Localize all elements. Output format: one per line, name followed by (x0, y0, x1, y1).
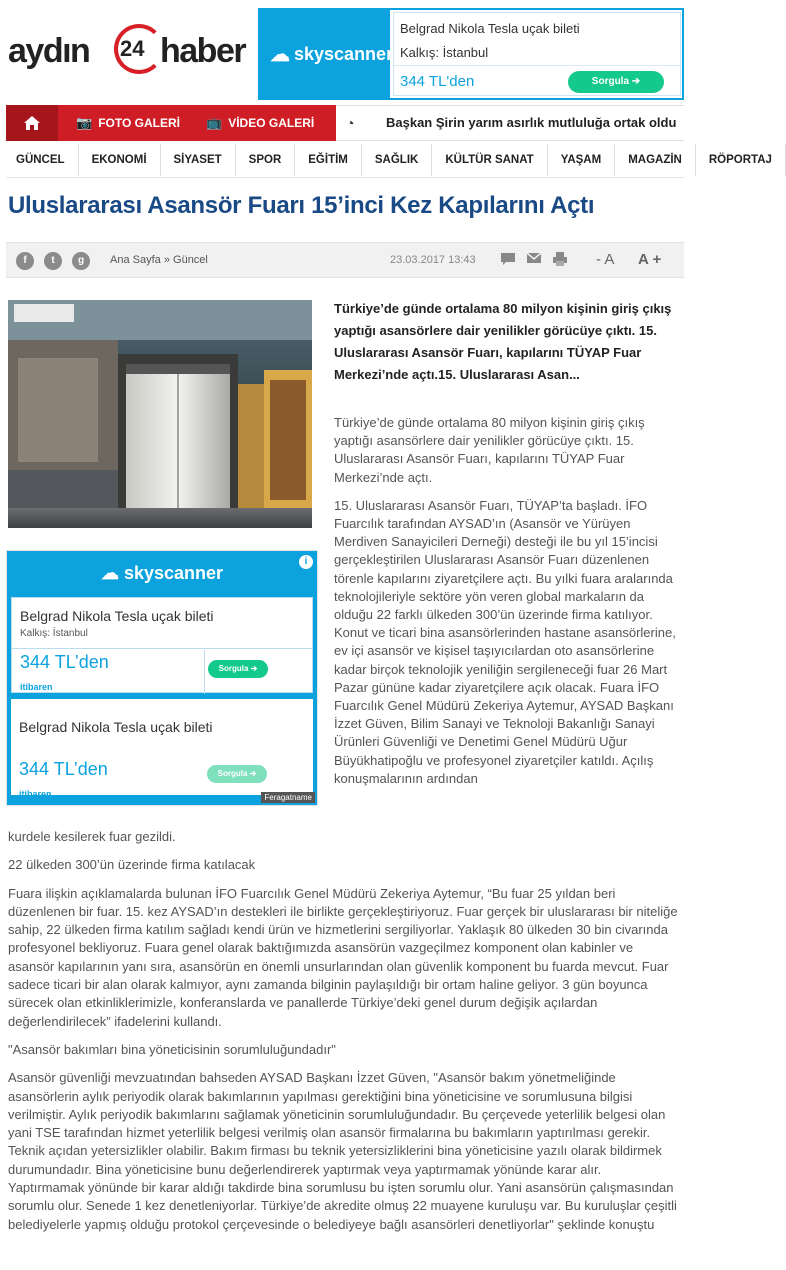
tv-icon: 📺 (206, 115, 223, 130)
paragraph: 15. Uluslararası Asansör Fuarı, TÜYAP’ta başladı. İFO Fuarcılık tarafından AYSAD’ın (Asansör ve Yürüyen Merdiven Sanayicileri Derneği) desteği ile bu yıl 15’incisi gerçekleştirilen Uluslararası Asansör Fuarı düzenlenen törenle kapılarını ziyaretçilere açtı. Bu yılki fuara aralarında teknolojileriyle sektöre yön veren global markaların da olduğu 22 farklı ülkeden 300’ün üzerinde firma katılıyor. Konut ve ticari bina asansörlerinden hastane asansörlerine, ev içi asansör ve kişisel taşıyıcılardan oto asansörlerine kadar birçok teknolojik yeniliğin sergileneceği fuar 26 Mart Pazar gününe kadar ziyaretçilere açık olacak. Fuara İFO Fuarcılık Genel Müdürü Zekeriya Aytemur, AYSAD Başkanı İzzet Güven, Bilim Sanayi ve Teknoloji Bakanlığı Sanayi Ürünleri Güvenliği ve Denetimi Genel Müdürü Uğur Büyükhatipoğlu ve profesyonel ziyaretçiler katıldı. Açılış konuşmalarının ardından (334, 497, 676, 786)
ad-divider (394, 65, 680, 66)
font-increase-button[interactable]: A + (638, 251, 662, 268)
article-image (8, 300, 312, 528)
nav-video-gallery[interactable] (206, 105, 314, 141)
google-plus-icon[interactable]: g (72, 252, 90, 270)
top-banner-ad[interactable] (258, 8, 684, 100)
breadcrumb-category[interactable]: Güncel (173, 254, 208, 266)
cloud-icon: ☁ (100, 563, 119, 583)
article-date: 23.03.2017 13:43 (390, 254, 476, 266)
article-toolbar (6, 242, 684, 278)
category-magazin[interactable]: MAGAZİN (615, 144, 696, 176)
paragraph: Asansör güvenliği mevzuatından bahseden AYSAD Başkanı İzzet Güven, "Asansör bakım yönetmeliğinde asansörlerin aylık periyodik olarak bakımlarının yapılması gerektiğini bina yöneticisine ve sorumlusuna bilgisi verilmiştir. Aylık periyodik bakımlarını sağlamak yöneticinin sorumluluğundadır. Bu çerçevede yeterlilik belgesi olan yani TSE tarafından hizmet yeterlilik belgesi verilmiş olan asansör firmalarına bu bakımların yaptırılması gerekir. Teknik açıdan yetersizlikler olabilir. Bakım firması bu teknik yetersizliklerini bina yöneticisine yazılı olarak bildirmek durumundadır. Bina yöneticisine bunu değerlendirerek yaptırmak veya yaptırmamak yönünde karar alır. Yaptırmamak yönünde bir karar aldığı takdirde bina sorumlusu bu işten sorumlu olur. Yani asansörün çalışmasından sorumlu olur. Senede 1 kez denetleniyorlar. Türkiye’de akredite olmuş 22 muayene kuruluşu var. Bu kuruluşlar çeşitli belediyelerle yapmış olduğu protokol çerçevesinde o belediyeye bağlı asansörleri denetliyorlar" şeklinde konuştu (8, 1070, 677, 1232)
category-ekonomi[interactable]: EKONOMİ (79, 144, 161, 176)
sidebar-ad[interactable] (6, 550, 318, 806)
logo-text-right: haber (160, 32, 246, 70)
ad-brand (7, 551, 317, 595)
category-guncel[interactable]: GÜNCEL (6, 144, 79, 176)
article-title: Uluslararası Asansör Fuarı 15’inci Kez Kapılarını Açtı (8, 192, 595, 219)
ad-route: Belgrad Nikola Tesla uçak bileti (20, 608, 214, 624)
breadcrumb-home[interactable]: Ana Sayfa (110, 254, 161, 266)
ad-divider (12, 648, 312, 649)
paragraph: kurdele kesilerek fuar gezildi. (8, 829, 176, 844)
main-nav (6, 105, 684, 141)
font-decrease-button[interactable]: - A (596, 251, 615, 268)
ad-search-button[interactable]: Sorgula ➔ (568, 71, 664, 93)
home-button[interactable] (6, 105, 58, 141)
ad-brand-label: skyscanner (123, 563, 224, 583)
logo-text-left: aydın (8, 32, 90, 70)
ad-route: Belgrad Nikola Tesla uçak bileti (400, 21, 580, 36)
category-yasam[interactable]: YAŞAM (548, 144, 615, 176)
ad-divider (204, 650, 205, 694)
paragraph: Fuara ilişkin açıklamalarda bulunan İFO Fuarcılık Genel Müdürü Zekeriya Aytemur, “Bu fuar 25 yıldan beri düzenlenen bir fuar. 15. kez AYSAD’ın destekleri ile birlikte gerçekleştiriyoruz. Fuar gerçek bir uluslararası bir niteliğe sahip, 22 ülkeden firma katılım sağladı kendi ürün ve hizmetlerini sergiliyorlar. Yaklaşık 80 ülkeden 30 bin civarında profesyonel bekliyoruz. Fuara genel olarak baktığımızda asansörün vazgeçilmez komponent olan kabinler ve asansör kapılarının yanı sıra, asansörün en önemli unsurlarından olan güvenlik komponent bu fuarda mevcut. Fuar sadece ticari bir alan olarak kalmıyor, aynı zamanda bilginin paylaşıldığı bir ortam haline geliyor. 3 gün boyunca sürecek olan etkinliklerimizle, konferanslarda ve panallerde Türkiye’deki genel durum değişik açılardan değerlendirilecek” ifadelerini kullandı. (8, 885, 678, 1029)
comment-icon[interactable] (498, 251, 518, 269)
ad-brand-label: skyscanner (294, 43, 394, 64)
category-egitim[interactable]: EĞİTİM (295, 144, 362, 176)
subheading: 22 ülkeden 300’ün üzerinde firma katılacak (8, 857, 256, 873)
ad-departure: Kalkış: İstanbul (400, 45, 489, 60)
twitter-icon[interactable]: t (44, 252, 62, 270)
category-siyaset[interactable]: SİYASET (161, 144, 236, 176)
nav-video-gallery-label: VİDEO GALERİ (228, 116, 315, 130)
breaking-news-icon: ◔ (346, 115, 355, 131)
category-nav (6, 144, 772, 178)
ticker-headline[interactable]: Başkan Şirin yarım asırlık mutluluğa ortak oldu (386, 115, 677, 130)
site-logo[interactable] (8, 20, 256, 86)
category-roportaj[interactable]: RÖPORTAJ (696, 144, 786, 176)
camera-icon: 📷 (76, 115, 93, 130)
news-ticker[interactable] (336, 105, 684, 141)
mail-icon[interactable] (524, 251, 544, 269)
paragraph: Türkiye’de günde ortalama 80 milyon kişinin giriş çıkış yaptığı asansörlere dair yenilikler görücüye çıktı. 15. Uluslararası Asansör Fuarı, kapılarını TÜYAP Fuar Merkezi’nde açtı. (334, 415, 645, 485)
ad-offer-card[interactable] (11, 597, 313, 693)
elevator-fair-photo (8, 300, 312, 528)
ad-price: 344 TL'den (400, 73, 475, 90)
nav-photo-gallery-label: FOTO GALERİ (98, 116, 180, 130)
subheading: "Asansör bakımları bina yöneticisinin sorumluluğundadır" (8, 1041, 336, 1057)
category-saglik[interactable]: SAĞLIK (362, 144, 432, 176)
ad-brand (260, 10, 394, 98)
category-kultur-sanat[interactable]: KÜLTÜR SANAT (432, 144, 547, 176)
article-body-upper (334, 414, 676, 798)
ad-price-suffix: itibaren (19, 789, 52, 799)
ad-price: 344 TL’den (19, 759, 108, 779)
ad-search-button[interactable]: Sorgula ➔ (207, 765, 267, 783)
article-body-lower (8, 828, 678, 1244)
ad-departure: Kalkış: İstanbul (20, 628, 88, 639)
ad-info-icon[interactable]: i (299, 555, 313, 569)
category-spor[interactable]: SPOR (236, 144, 296, 176)
logo-number: 24 (120, 36, 145, 61)
ad-search-button[interactable]: Sorgula ➔ (208, 660, 268, 678)
home-icon (23, 115, 41, 131)
breadcrumb-separator: » (163, 254, 170, 266)
ad-flight-box (393, 12, 681, 96)
ad-route: Belgrad Nikola Tesla uçak bileti (19, 719, 213, 735)
ad-price: 344 TL’den (20, 652, 109, 672)
ad-disclaimer[interactable]: Feragatname (261, 792, 315, 803)
article-lead: Türkiye’de günde ortalama 80 milyon kişinin giriş çıkış yaptığı asansörlere dair yenilikler görücüye çıktı. 15. Uluslararası Asansör Fuarı, kapılarını TÜYAP Fuar Merkezi’nde açtı.15. Uluslararası Asan... (334, 301, 672, 382)
breadcrumb (110, 254, 208, 266)
print-icon[interactable] (550, 251, 570, 269)
ad-price-suffix: itibaren (20, 682, 53, 692)
facebook-icon[interactable]: f (16, 252, 34, 270)
nav-photo-gallery[interactable] (76, 105, 180, 141)
cloud-icon: ☁ (270, 43, 290, 66)
